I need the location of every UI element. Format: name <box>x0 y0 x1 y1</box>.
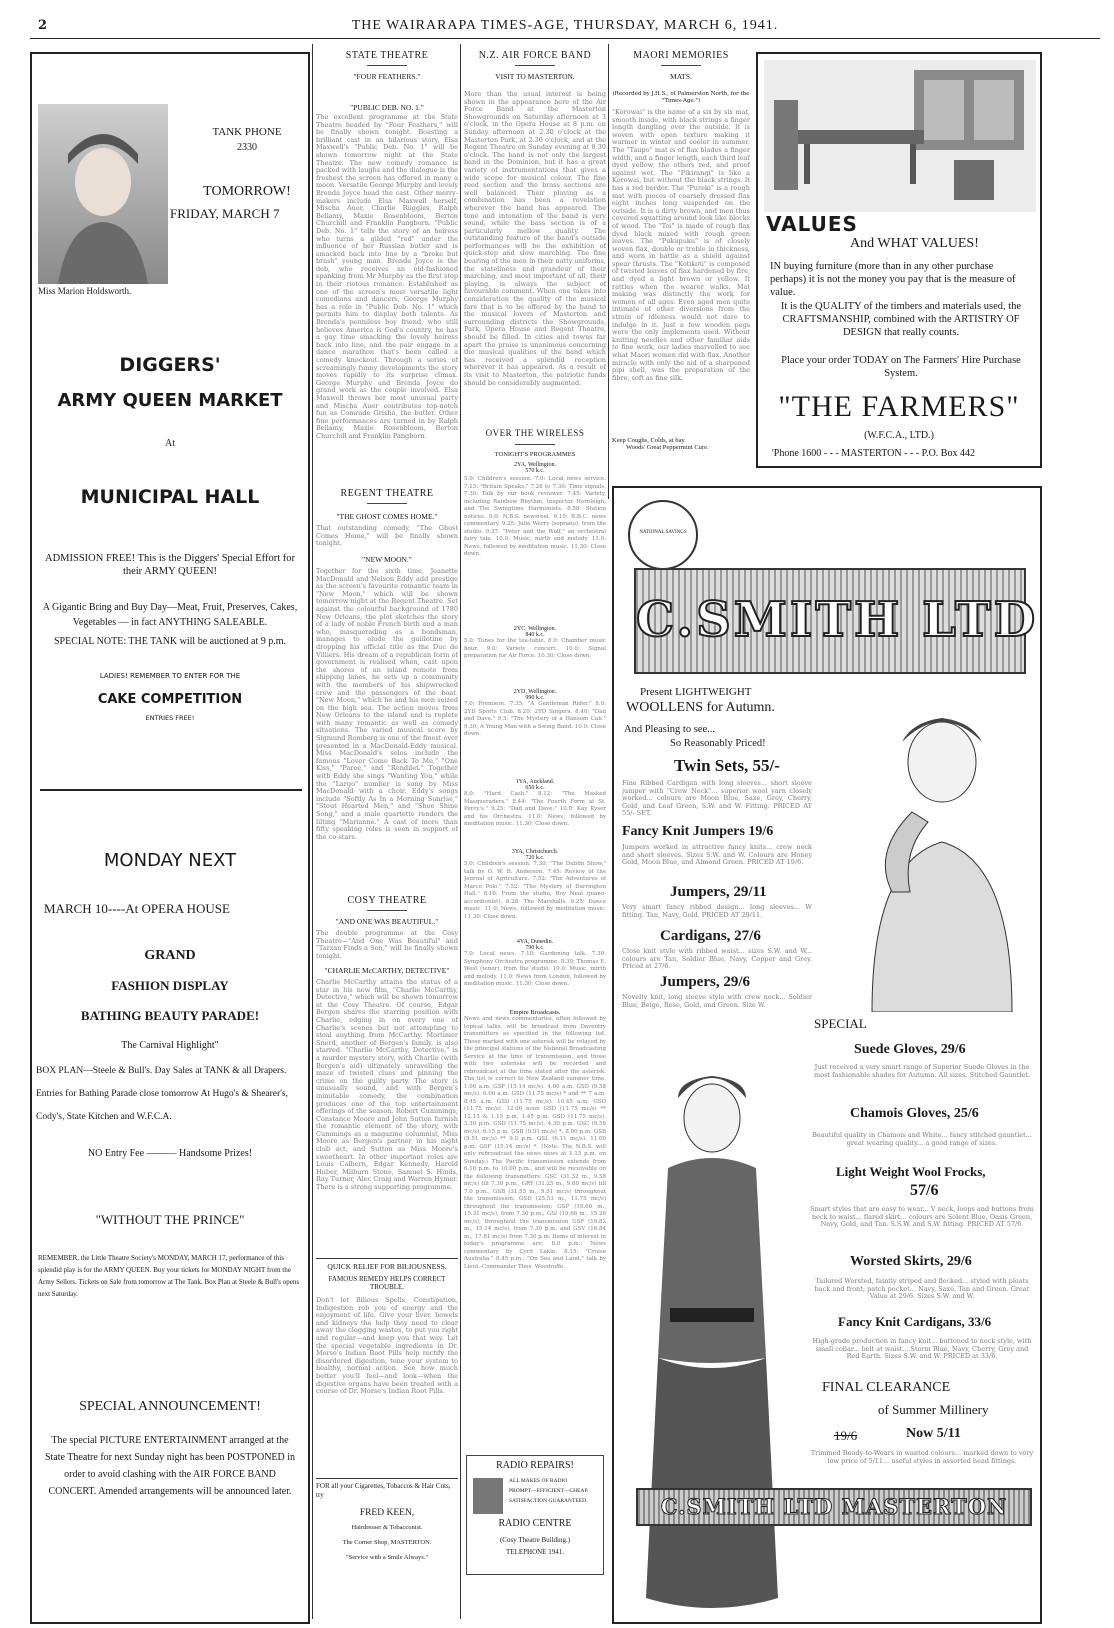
four-feathers-title: "FOUR FEATHERS." <box>353 72 421 81</box>
empire-heading: Empire Broadcasts. <box>509 1009 561 1016</box>
gigantic-text: A Gigantic Bring and Buy Day—Meat, Fruit, Preserves, Cakes, Vegetables — in fact ANYTHING SALEABLE. <box>42 602 298 628</box>
station-2yd: 2YD, Wellington. <box>513 689 557 695</box>
newspaper-title: THE WAIRARAPA TIMES-AGE, THURSDAY, MARCH 6, 1941. <box>351 18 779 33</box>
cardigans-heading: Cardigans, 27/6 <box>660 928 761 944</box>
ladies-text: LADIES! REMEMBER TO ENTER FOR THE <box>99 672 241 680</box>
tank-number: 2330 <box>237 142 257 153</box>
new-moon-title: "NEW MOON." <box>362 555 412 564</box>
cosy-body-2: Charlie McCarthy attains the status of a star in his new film, "Charlie McCarthy, Detective," which will be shown tomorrow at the Cosy Theatre. Of course, Edgar Bergen shares the starring position with Charlie, edging in on every one of Charlie's scenes but not attempting to steal anything from McCarthy. Mortimer Snerd, another of Bergen's family, is also starred. "Charlie McCarthy, Detective," is a murder mystery story, with Charlie (with Bergen's aid) ultimately unravelling the maze of twisted clues and pinning the crime on the guilty party. The story is unusually sound, and with Bergen's inimitable comedy, the combination produces one of the top entertainment offerings of the season. Robert Cummings, Constance Moore and John Sutton furnish the romantic element of the story, with Cummings as a magazine columnist, Miss Moore as Bergen's partner in his night club act, and Sutton as Miss Moore's sweetheart. In other important roles are Louis Calhern, Edgar Kennedy, Harold Huber, Milburn Stone, Samuel S. Hinds, Ray Turner, Alec Craig and Warren Hymer. There is a strong supporting programme. <box>316 979 458 1192</box>
woollens-heading: WOOLLENS for Autumn. <box>626 700 775 715</box>
chamois-gloves-body: Beautiful quality in Chamois and White... fancy stitched gauntlet... great wearing quality... a good range of sizes. <box>812 1132 1032 1147</box>
biliousness-ad <box>316 1262 458 1435</box>
state-theatre-body: The excellent programme at the State Theatre headed by "Four Feathers," will be finally shown tonight. Boasting a brilliant cast in an hilarious story, Elsa Maxwell's "Public Deb. No. 1" will be shown tomorrow night at the State Theatre. The new comedy romance is packed with laughs and the dialogue is the freshest the screen has offered in many a moon. Versatile George Murphy and lovely Brenda Joyce head the cast. Other merry-makers include Elsa Maxwell herself, Mischa Auer, Charlie Ruggles, Ralph Bellamy, Maxie Rosenbloom, Berton Churchill and Franklin Pangborn. "Public Deb. No. 1" tells the story of an heiress who turns a gilded "red" under the influence of her Russian butler and is smacked back into line by a "broke but brash" young man. Brenda Joyce is the deb, who receives an old-fashioned spanking from Mr Murphy as the first step in their riotous romance. Established as one of the screen's most versatile light comedians and dancers, George Murphy has a role in "Public Deb. No. 1" which permits him to display both talents. As Brenda's penniless boy friend, who still believes America is God's country, he has a gay time smacking the lovely heiress back into line, and the pair engage in a dance marathon that's been called a comedy knockout. Through a series of screamingly funny developments the story moves rapidly to its surprise climax. George Murphy and Brenda Joyce do grand work as the couple involved. Elsa Maxwell throws her most unusual party and Mischa Auer contributes top-notch fun as Comrade Grisha, the butler. Other fine performances are turned in by Ralph Bellamy, Maxie Rosenbloom, Berton Churchill and Franklin Pangborn. <box>316 114 458 440</box>
radio-prompt: PROMPT—EFFICIENT—CHEAP. <box>509 1488 589 1494</box>
state-theatre-heading: STATE THEATRE <box>345 50 429 61</box>
special-announcement: SPECIAL ANNOUNCEMENT! <box>79 1399 261 1414</box>
divider <box>367 910 407 911</box>
relief-body: Don't let Bilious Spells, Constipation, Indigestion rob you of energy and the enjoyment of life. Give your liver, bowels and kidneys the help they need to clear away the clogging wastes, to put you right and regular—and keep you that way. Let the special vegetable ingredients in Dr. Morse's Indian Root Pills help rectify the disordered digestion, tone your system to healthy, normal action. See how much better you'll feel—and look—when the digestive organs have been treated with a course of Dr. Morse's Indian Root Pills. <box>316 1297 458 1396</box>
special-heading: SPECIAL <box>814 1016 867 1031</box>
divider <box>40 789 302 791</box>
freq-1ya: 650 k.c. <box>525 785 545 791</box>
final-clearance: FINAL CLEARANCE <box>822 1380 951 1395</box>
programme-4ya: 7.0: Local news. 7.10: Gardening talk. 7.30: Symphony Orchestra programme. 8.30: Thomas E. West (tenor), from the studio. 10.0: Music, mirth and melody. 11.0: News from London, followed by meditation music. 11.30: Close down. <box>464 951 606 987</box>
one-was-beautiful-title: "AND ONE WAS BEAUTIFUL." <box>335 917 439 926</box>
cosy-body-1: The double programme at the Cosy Theatre—"And One Was Beautiful" and "Tarzan Finds a Son," will be finally shown tonight. <box>316 930 458 960</box>
theatre-column <box>316 46 458 469</box>
worsted-skirts-body: Tailored Worsted, faintly striped and flecked... styled with pleats back and front; patch pocket... Navy, Saxe, Tan and Green. Great Value at 29/6. Sizes S.W. and W. <box>814 1278 1030 1301</box>
cosy-building: (Cosy Theatre Building.) <box>499 1536 571 1544</box>
wool-frocks-body: Smart styles that are easy to wear... V neck, loops and buttons from neck to waist... flared skirt... colours are Solent Blue, Oasis Green, Navy, Gold, and Tan. S.S.W. and S.W. fitting. PRICED AT 57/6. <box>810 1206 1034 1229</box>
radio-satisfaction: SATISFACTION GUARANTEED. <box>509 1498 588 1504</box>
photo-caption: Miss Marion Holdsworth. <box>38 286 132 296</box>
tank-phone: TANK PHONE <box>212 126 282 138</box>
divider <box>661 65 701 66</box>
freq-2yd: 990 k.c. <box>525 695 545 701</box>
portrait-photo <box>38 104 168 284</box>
divider <box>367 65 407 66</box>
corner-shop-text: The Corner Shop, MASTERTON. <box>342 1539 432 1546</box>
programme-2ya: 5.0: Children's session. 7.0: Local news service. 7.15: "Britain Speaks." 7.28 to 7.30: Time signals. 7.30: Talk by our book reviewer. 7.45: Variety, including Rainbow Rhythm, Inspector Hornleigh, and The Swingtime Harmonists. 8.58: Station notices. 9.0: N.B.S. newsreel. 9.15: B.B.C. news commentary. 9.25: Julie Werry (soprano), from the studio. 9.37: "Peter and the Wolf," an orchestral fairy tale. 10.0: Music, mirth and melody. 11.0: News, followed by meditation music. 11.30: Close down. <box>464 476 606 557</box>
freq-2ya: 570 k.c. <box>525 468 545 474</box>
band-body: More than the usual interest is being shown in the appearance here of the Air Force Band at the Masterton Showgrounds on Saturday afternoon at 3 o'clock, in the Opera House at 8 p.m. on Sunday afternoon at 2.30 o'clock at the Masterton Park, at 2.30 o'clock, and at the Regent Theatre on Sunday evening at 8.30 o'clock. The band is not only the largest band in the Dominion, but it has a great variety of instrumentations that gives a wide scope for musical colour. The fine reed section and the brass sections are well balanced. Their playing as a combination has been a revelation wherever the band has appeared. The tone and intonation of the band is very sound, while the bass section is of a particularly mellow quality. The outstanding feature of the band's outside performances will be the exhibition of quick-step and slow marching. The fine bearing of the men in their natty uniforms, the stateliness and grandeur of their marching, and most important of all, their playing, is always the subject of favourable comment. When one takes into consideration the quality of the musical fare that is to be offered by the band to the musical lovers of Masterton and surrounding districts the Showgrounds, Park, Opera House and Regent Theatre, should be filled. In cities and towns far apart the praise is unanimous concerning the musical qualities of the band which has received a splendid reception wherever it has appeared. As a result of its visit to Masterton, the patriotic funds should be considerably augmented. <box>464 91 606 387</box>
knit-cardigans-heading: Fancy Knit Cardigans, 33/6 <box>838 1314 992 1329</box>
fancy-jumpers-heading: Fancy Knit Jumpers 19/6 <box>622 824 774 839</box>
suede-gloves-body: Just received a very smart range of Superior Suede Gloves in the most fashionable shades for Autumn. All sizes. Stitched Gauntlet. <box>814 1064 1030 1079</box>
jumpers-2911-body: Very smart fancy ribbed design... long sleeves... W fitting. Tan, Navy, Gold. PRICED AT 29/11. <box>622 904 812 919</box>
woman-sweater-art <box>832 692 1032 1012</box>
wireless-section <box>464 428 606 1371</box>
divider <box>515 444 555 445</box>
at-label: At <box>165 438 175 449</box>
column-rule <box>312 44 313 1619</box>
wool-frocks-price: 57/6 <box>910 1182 939 1199</box>
fancy-jumpers-body: Jumpers worked in attractive fancy knits... crew neck and short sleeves. Sizes S.W. and W. Colours are Honey Gold, Moon Blue, and Almond Green. PRICED AT 19/6. <box>622 844 812 867</box>
knit-cardigans-body: High-grade production in fancy knit... buttoned to neck style, with small collar... belt at waist... Storm Blue, Navy, Cherry, Grey and Red Earth. Sizes S.W. and W. PRICED at 33/6. <box>812 1338 1032 1361</box>
programme-2yd: 7.0: Premiere. 7.35: "A Gentleman Rider." 8.0: 2YD Sports Club. 8.20: 2YD Singers. 8.40: "Dad and Dave." 9.5: "The Mystery of a Hansom Cab." 9.30: A Young Man with a Swing Band. 10.0: Close down. <box>464 701 606 737</box>
without-the-prince: "WITHOUT THE PRINCE" <box>95 1212 245 1227</box>
diggers-heading: DIGGERS' <box>119 354 221 376</box>
programme-1ya: 8.0: "Hard Cash." 8.12: "The Masked Masqueraders." 8.44: "The Fourth Form at St. Percy's." 9.25: "Dad and Dave." 10.0: Kay Kyser and his Orchestra. 11.0: News, followed by meditation music. 11.30: Close down. <box>464 791 606 827</box>
jumpers-296-heading: Jumpers, 29/6 <box>660 974 750 990</box>
radio-repairs-heading: RADIO REPAIRS! <box>496 1460 574 1471</box>
the-farmers-name: "THE FARMERS" <box>778 390 1020 423</box>
wireless-heading: OVER THE WIRELESS <box>485 428 585 438</box>
fashion-display: FASHION DISPLAY <box>111 978 229 993</box>
divider <box>316 1258 458 1259</box>
farmers-contact: 'Phone 1600 - - - MASTERTON - - - P.O. Box 442 <box>772 448 975 459</box>
hairdresser-text: Hairdresser & Tobacconist. <box>351 1524 423 1531</box>
fred-keen-name: FRED KEEN, <box>359 1508 415 1518</box>
smith-footer-banner <box>636 1488 1032 1526</box>
national-savings-badge <box>628 500 698 570</box>
suede-gloves-heading: Suede Gloves, 29/6 <box>854 1042 966 1057</box>
millinery-was-price: 19/6 <box>834 1428 858 1443</box>
station-2ya: 2YA, Wellington. <box>514 462 556 468</box>
woman-frock-art <box>628 1058 796 1618</box>
smith-footer-text: C.SMITH LTD MASTERTON <box>660 1494 1008 1519</box>
radio-makes: ALL MAKES OF RADIO <box>509 1478 568 1484</box>
what-values: And WHAT VALUES! <box>850 236 979 251</box>
no-entry-fee: NO Entry Fee ——— Handsome Prizes! <box>87 1148 253 1159</box>
smith-logo-text: C.SMITH LTD <box>636 592 1039 648</box>
woman-in-sweater-illustration <box>832 692 1032 1012</box>
divider <box>367 503 407 504</box>
portrait-photo-art <box>38 104 168 284</box>
regent-body: Together for the sixth time, Jeanette MacDonald and Nelson Eddy add prestige as the screen's favourite romantic team in "New Moon," which will be shown tomorrow night at the Regent Theatre. Set against the colourful background of 1780 New Orleans, the plot sketches the story of a lady of noble French birth and a man who, masquerading as a bondsman, manages to elude the guillotine by dropping his official title as the Duc de Villiers. His dream of a republican form of government is realised when, cast upon the shores of an island remote from shipping lanes, he sets up a community with the members of his shipwrecked crew and the passengers of the boat. "New Moon," which he and his men seized on the high sea. The action moves from New Orleans to the island and is replete with many romantic as well as comedy situations. The varied musical score by Sigmund Romberg is one of the finest ever presented in a MacDonald-Eddy musical. Miss MacDonald's solos include the famous "Lover Come Back To Me," "One Kiss," "Paree," and "Rondilet." Together with Eddy she sings "Wanting You," while the "Largo" number is sung by Miss MacDonald with a choir. Eddy's songs include "Softly As In a Morning Sunrise," "Stout Hearted Men," and "Shoe Shine Song," and a male quartette renders the lilting "Marianne." A cast of more than fifty speaking roles is seen in support of the co-stars. <box>316 568 458 841</box>
wfca-text: (W.F.C.A., LTD.) <box>864 430 934 441</box>
furniture-illustration <box>764 60 1036 212</box>
jumpers-2911-heading: Jumpers, 29/11 <box>670 884 767 900</box>
smith-ad <box>612 486 1042 1624</box>
farmers-paragraph-2: It is the QUALITY of the timbers and materials used, the CRAFTSMANSHIP, combined with the ARTISTRY OF DESIGN that really counts. <box>780 301 1022 338</box>
badge-text: NATIONAL SAVINGS <box>639 530 687 535</box>
special-announcement-text: The special PICTURE ENTERTAINMENT arranged at the State Theatre for next Sunday night has been POSTPONED in order to avoid clashing with the AIR FORCE BAND CONCERT. Amended arrangements will be announced later. <box>44 1435 296 1497</box>
masthead <box>30 16 1100 39</box>
millinery-body: Trimmed Ready-to-Wears in wanted colours... marked down to very low price of 5/11... useful styles in assorted head fittings. <box>810 1450 1034 1465</box>
tomorrow-heading: TOMORROW! <box>203 184 291 199</box>
cosy-section <box>316 895 458 1199</box>
jumpers-296-body: Novelty knit, long sleeve style with crew neck... Soldier Blue, Beige, Rose, Gold, and Green. Size W. <box>622 994 812 1009</box>
maori-memories-heading: MAORI MEMORIES <box>633 50 729 61</box>
cosy-theatre-heading: COSY THEATRE <box>347 895 427 906</box>
box-plan-text: BOX PLAN—Steele & Bull's. Day Sales at TANK & all Drapers. Entries for Bathing Parade close tomorrow At Hugo's & Shearer's, Cody's, State Kitchen and W.F.C.A. <box>36 1066 288 1122</box>
freq-2yc: 840 k.c. <box>525 632 545 638</box>
station-2yc: 2YC, Wellington. <box>513 626 557 632</box>
ghost-body: That outstanding comedy, "The Ghost Comes Home," will be finally shown tonight. <box>316 525 458 548</box>
army-queen-market-heading: ARMY QUEEN MARKET <box>57 390 283 411</box>
mccarthy-title: "CHARLIE McCARTHY, DETECTIVE" <box>324 966 450 975</box>
freq-4ya: 790 k.c. <box>525 945 545 951</box>
column-rule <box>608 44 609 499</box>
radio-repairs-ad <box>466 1455 604 1575</box>
station-3ya: 3YA, Christchurch. <box>511 849 559 855</box>
chamois-gloves-heading: Chamois Gloves, 25/6 <box>850 1106 979 1121</box>
cigarettes-text: FOR all your Cigarettes, Tobaccos & Hair Cuts, try <box>316 1482 451 1499</box>
visit-heading: VISIT TO MASTERTON. <box>495 72 575 81</box>
fred-keen-ad <box>316 1482 458 1561</box>
entries-free: ENTRIES FREE! <box>145 714 195 722</box>
quick-relief-heading: QUICK RELIEF FOR BILIOUSNESS. <box>327 1262 447 1271</box>
values-heading: VALUES <box>766 212 858 236</box>
farmers-ad <box>756 52 1042 468</box>
farmers-paragraph-3: Place your order TODAY on The Farmers' Hire Purchase System. <box>781 355 1021 379</box>
special-note: SPECIAL NOTE: THE TANK will be auctioned at 9 p.m. <box>53 636 287 647</box>
grand-heading: GRAND <box>144 948 196 963</box>
programme-2yc: 5.0: Tunes for the tea-table. 8.0: Chamber music hour. 9.0: Variety concert. 10.0: Signal preparation for Air Force. 10.30: Close down. <box>464 638 606 659</box>
band-heading: N.Z. AIR FORCE BAND <box>478 50 592 61</box>
smith-logo-banner <box>634 568 1039 674</box>
friday-date: FRIDAY, MARCH 7 <box>170 206 280 221</box>
farmers-paragraph-1: IN buying furniture (more than in any other purchase perhaps) it is not the money you pay that is the measure of value. <box>770 261 1016 298</box>
bathing-beauty: BATHING BEAUTY PARADE! <box>80 1008 260 1023</box>
cardigans-body: Close knit style with ribbed waist... sizes S.W. and W... colours are Tan, Soldier Blue, Navy, Copper and Grey. Priced at 27/6. <box>622 948 812 971</box>
empire-body: News and news commentaries, often followed by topical talks, will be broadcast from Daventry transmitters as specified in the following list. Those marked with one asterisk will be relayed by the principal stations of the National Broadcasting Service at the time of transmission, and those with two asterisks will be recorded and rebroadcast at the time stated after the asterisk. The list is correct to New Zealand summer time. 1.00 a.m. GSF (15.14 mc/s). 4.00 a.m. GSD (9.58 mc/s). 6.00 a.m. GSD (11.75 mc/s) * and ** 7 a.m. 8.45 a.m. GSD (11.75 mc/s). 10.45 a.m. GSD (11.75 mc/s). 12.00 noon GSD (11.75 mc/s) ** 12.15 & 1.15 p.m. 1.45 p.m. GSD (11.75 mc/s). 3.30 p.m. GSD (11.75 mc/s). 4.30 p.m. GSC (9.58 mc/s). 6.15 p.m. GSB (9.51 mc/s) *. 8.00 p.m. GSB (9.51 mc/s) ** 9.0 p.m. GSL (6.11 mc/s). 11.00 p.m. GSF (15.14 mc/s) *. (Note: The N.B.S. will only rebroadcast the news news at 1.15 p.m. on Sunday.) The Pacific transmission extends from 6.10 p.m. to 10.00 p.m., and will be receivable on the following transmitters: GSC (31.32 m., 9.58 mc/s) till 7.30 p.m., GRY (31.25 m., 9.60 mc/s) till 7.0 p.m., GSB (31.55 m., 9.51 mc/s) throughout the transmission; GSD (25.53 m., 11.75 mc/s) throughout the transmission; GSP (19.60 m., 15.31 mc/s), from 7.30 p.m.; GSI (19.66 m., 15.26 mc/s), throughout the transmission GSF (19.82 m., 15.14 mc/s), from 7.30 p.m. and GSV (16.84 m., 17.81 mc/s) from 7.30 p.m. Items of interest in today's programme are: 8.0 p.m.: News commentary by Cyril Lakin. 8.15: "Cruise Australia." 8.45 p.m.: "On Sea and Land," talk by Lieut.-Commander Thos. Woodroffe. <box>464 1016 606 1270</box>
programme-3ya: 5.0: Children's session. 7.30: "The Dublin Show," talk by O. W. B. Anderson. 7.45: Review of the Journal of Agriculture. 7.52: "The Adventures of Marco Polo." 7.52: "The Mystery of Darrington Hall." 8.16: From the studio, Roy Neal (piano-accordionist). 8.28: The Marshalls. 9.25: Dance music. 11.0: News, followed by meditation music. 11.30: Close down. <box>464 861 606 920</box>
tonight-heading: TONIGHT'S PROGRAMMES <box>494 451 576 458</box>
millinery-now-price: Now 5/11 <box>906 1426 961 1441</box>
freq-3ya: 720 k.c. <box>525 855 545 861</box>
furniture-art <box>764 60 1036 212</box>
summer-millinery: of Summer Millinery <box>878 1402 989 1417</box>
municipal-hall-heading: MUNICIPAL HALL <box>80 486 260 508</box>
page-number: 2 <box>38 18 48 33</box>
regent-section <box>316 488 458 888</box>
admission-text: ADMISSION FREE! This is the Diggers' Special Effort for their ARMY QUEEN! <box>45 553 295 577</box>
pleasing-text: And Pleasing to see... <box>624 724 715 735</box>
regent-theatre-heading: REGENT THEATRE <box>340 488 434 499</box>
twin-sets-body: Fine Ribbed Cardigan with long sleeves... short sleeve jumper with "Crew Neck"... superior wool yarn closely worked... colours are Moon Blue, Saxe, Grey, Cherry, Gold, and Leaf Green, S.W. and W. Fitting. PRICED AT 55/- SET. <box>622 780 812 818</box>
woman-in-frock-illustration <box>628 1058 796 1618</box>
carnival-highlight: The Carnival Highlight" <box>121 1040 219 1051</box>
monday-next: MONDAY NEXT <box>103 850 237 871</box>
peppermint-text: Woods' Great Peppermint Cure. <box>626 444 709 451</box>
station-1ya: 1YA, Auckland. <box>515 779 555 785</box>
cake-competition: CAKE COMPETITION <box>97 692 243 707</box>
maori-section <box>612 46 750 451</box>
wool-frocks-heading: Light Weight Wool Frocks, <box>836 1164 986 1179</box>
mats-heading: MATS. <box>670 72 692 81</box>
march-10: MARCH 10----At OPERA HOUSE <box>44 901 230 916</box>
service-text: "Service with a Smile Always." <box>345 1554 429 1561</box>
ghost-title: "THE GHOST COMES HOME." <box>336 512 438 521</box>
public-deb-title: "PUBLIC DEB. NO. 1." <box>350 103 424 112</box>
radio-telephone: TELEPHONE 1941. <box>506 1548 564 1556</box>
column-rule <box>460 44 461 1619</box>
radio-set-icon <box>473 1478 503 1514</box>
recorded-by: (Recorded by J.H.S., of Palmerston North, for the "Times-Age.") <box>612 91 750 104</box>
remember-text: REMEMBER, the Little Theatre Society's MONDAY, MARCH 17, performance of this splendid play is for the ARMY QUEEN. Buy your tickets for MONDAY NIGHT from the Army Sellers. Tickets on Sale from tomorrow at The Tank. Box Plan at Steele & Bull's opens next Saturday. <box>38 1254 300 1298</box>
station-4ya: 4YA, Dunedin. <box>516 939 554 945</box>
reasonably-text: So Reasonably Priced! <box>670 738 766 749</box>
maori-body: "Korowai" is the name of a six by six mat, smooth inside, with black strings a finger length dangling over the outside. It is woven with open texture making it warmer in winter and cooler in summer. The "Taupo" mat is of flax blades a finger width, and a finger length, each third leaf dyed yellow, the others red, and proof against wet. The "Pikirangi" is like a Korowai, but without the black strings. It has a red border. The "Pureki" is a rough mat with pieces of coarsely dressed flax eight inches long suspended on the outside. It is a dirty brown, and men thus covered squatting around look like blocks of wood. The "Toi" is made of rough flax dyed black mixed with rough green leaves. The "Pukupuku" is of closely woven flax, double or treble in thickness, and worn in battle as a shield against spear thrusts. The "Kotikoti" is composed of twisted leaves of flax hardened by fire, and dyed a light brown or yellow. It rattles when the wearer walks. Mat making was distinctly the work for women of all ages. Even aged men quite intimate of other diversions from the strain of idleness would not dare to indulge in it. Just a few wooden pegs were the only implements used. Without knitting needles and other familiar aids to fine work, our ladies marvelled to see what Maori women did with flax. Another miracle with only the aid of a sharpened pipi shell, was the preparation of the fibre, soft as fine silk. <box>612 109 750 382</box>
present-text: Present LIGHTWEIGHT <box>640 686 752 698</box>
twin-sets-heading: Twin Sets, 55/- <box>674 756 780 775</box>
band-section <box>464 46 606 406</box>
army-queen-ad <box>30 52 310 1624</box>
divider <box>316 1478 458 1479</box>
radio-centre: RADIO CENTRE <box>498 1518 572 1529</box>
coughs-text: Keep Coughs, Colds, at bay. <box>612 437 686 444</box>
famous-remedy-heading: FAMOUS REMEDY HELPS CORRECT TROUBLE. <box>328 1275 446 1291</box>
divider <box>515 65 555 66</box>
worsted-skirts-heading: Worsted Skirts, 29/6 <box>850 1254 972 1269</box>
